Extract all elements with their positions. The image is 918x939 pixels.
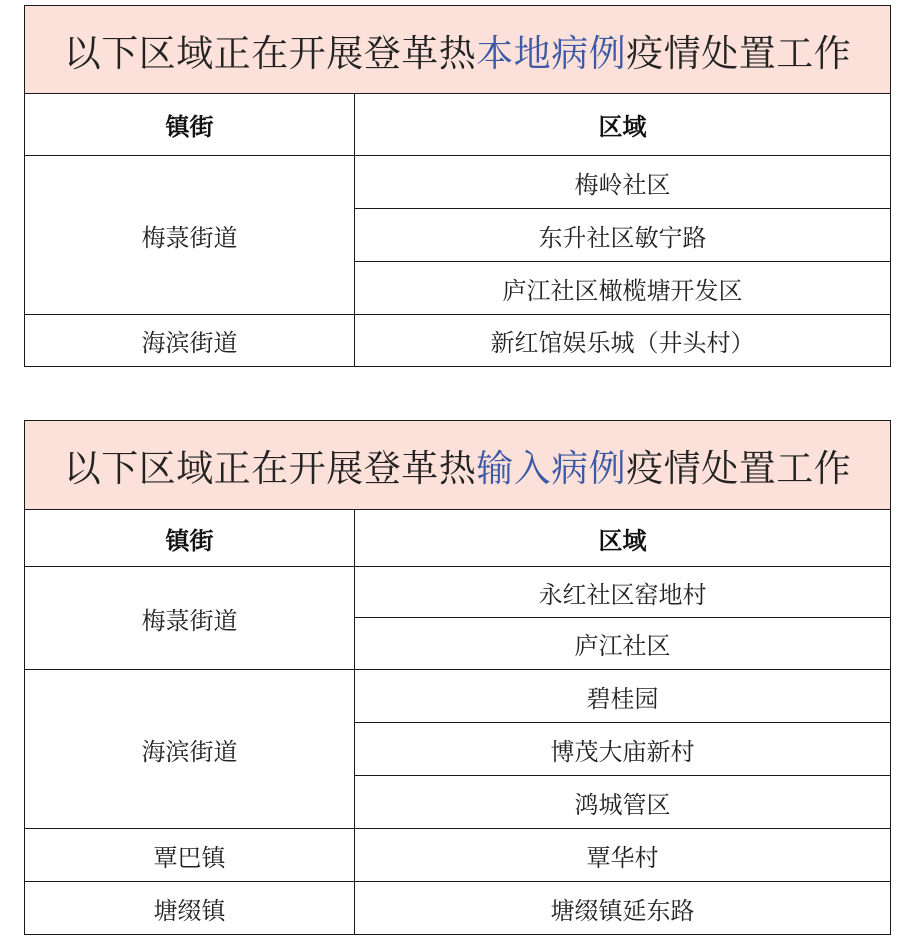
area-cell: 博茂大庙新村	[355, 723, 891, 776]
table-title-row	[25, 6, 891, 94]
table-header-row	[25, 94, 891, 156]
table-header-row	[25, 510, 891, 567]
header-area: 区域	[355, 94, 891, 156]
table-title	[25, 6, 891, 94]
area-cell: 新红馆娱乐城（井头村）	[355, 315, 891, 367]
town-cell: 覃巴镇	[25, 829, 355, 882]
title-highlight: 输入病例	[476, 447, 627, 490]
area-cell: 庐江社区	[355, 618, 891, 670]
table-row	[25, 670, 891, 723]
table-row	[25, 156, 891, 209]
header-town: 镇街	[25, 510, 355, 567]
town-cell: 塘缀镇	[25, 882, 355, 935]
table-title	[25, 421, 891, 510]
title-prefix: 以下区域正在开展登革热	[63, 31, 477, 75]
table-row	[25, 829, 891, 882]
table-row	[25, 882, 891, 935]
area-cell: 东升社区敏宁路	[355, 209, 891, 262]
area-cell: 碧桂园	[355, 670, 891, 723]
area-cell: 永红社区窑地村	[355, 567, 891, 618]
title-highlight: 本地病例	[476, 31, 627, 75]
local-cases-table	[24, 5, 891, 367]
town-cell: 梅菉街道	[25, 567, 355, 670]
header-town: 镇街	[25, 94, 355, 156]
area-cell: 塘缀镇延东路	[355, 882, 891, 935]
imported-cases-table	[24, 420, 891, 935]
area-cell: 庐江社区橄榄塘开发区	[355, 262, 891, 315]
table-row	[25, 315, 891, 367]
table-row	[25, 567, 891, 618]
header-area: 区域	[355, 510, 891, 567]
title-prefix: 以下区域正在开展登革热	[63, 447, 477, 490]
area-cell: 鸿城管区	[355, 776, 891, 829]
town-cell: 海滨街道	[25, 315, 355, 367]
title-suffix: 疫情处置工作	[626, 31, 852, 75]
town-cell: 海滨街道	[25, 670, 355, 829]
title-suffix: 疫情处置工作	[626, 447, 852, 490]
table-title-row	[25, 421, 891, 510]
area-cell: 覃华村	[355, 829, 891, 882]
town-cell: 梅菉街道	[25, 156, 355, 315]
area-cell: 梅岭社区	[355, 156, 891, 209]
